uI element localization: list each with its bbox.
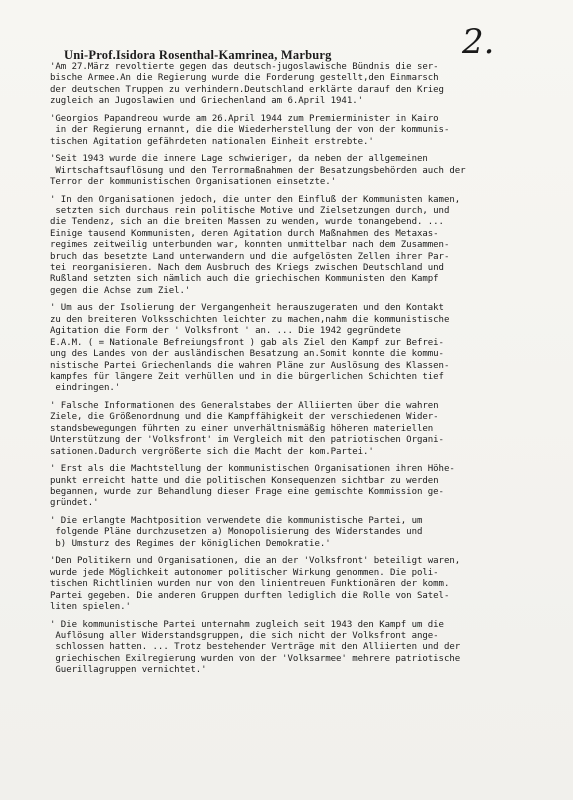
text-line: ' Die erlangte Machtposition verwendete die kommunistische Partei, um [50, 515, 423, 526]
text-line: 'Seit 1943 wurde die innere Lage schwieriger, da neben der allgemeinen [50, 154, 428, 165]
document-body [50, 62, 550, 683]
page-number: 2. [462, 22, 495, 62]
text-line: 'Georgios Papandreou wurde am 26.April 1944 zum Premierminister in Kairo [50, 113, 439, 124]
text-line: Einige tausend Kommunisten, deren Agitation durch Maßnahmen des Metaxas- [50, 228, 439, 239]
text-line: ' Erst als die Machtstellung der kommunistischen Organisationen ihren Höhe- [50, 464, 455, 475]
text-line: b) Umsturz des Regimes der königlichen Demokratie.' [50, 538, 331, 549]
text-line: Wirtschaftsauflösung und den Terrormaßnahmen der Besatzungsbehörden auch der [50, 165, 466, 176]
text-line: Terror der kommunistischen Organisationen einsetzte.' [50, 177, 337, 188]
text-line: ' In den Organisationen jedoch, die unter den Einfluß der Kommunisten kamen, [50, 194, 461, 205]
text-line: ' Um aus der Isolierung der Vergangenheit herauszugeraten und den Kontakt [50, 303, 444, 314]
text-line: der deutschen Truppen zu verhindern.Deutschland erklärte darauf den Krieg [50, 84, 444, 95]
text-line: setzten sich durchaus rein politische Motive und Zielsetzungen durch, und [50, 206, 450, 217]
text-line: kampfes für längere Zeit verhüllen und in die bürgerlichen Schichten tief [50, 371, 444, 382]
author-heading: Uni-Prof.Isidora Rosenthal-Kamrinea, Marburg [64, 48, 332, 62]
text-line: regimes zeitweilig unterbunden war, konnten unmittelbar nach dem Zusammen- [50, 240, 450, 251]
text-line: sationen.Dadurch vergrößerte sich die Macht der kom.Partei.' [50, 446, 374, 457]
quote-paragraph [50, 401, 550, 458]
text-line: ' Falsche Informationen des Generalstabes der Alliierten über die wahren [50, 400, 439, 411]
text-line: schlossen hatten. ... Trotz bestehender Verträge mit den Alliierten und der [50, 642, 461, 653]
text-line: standsbewegungen führten zu einer unverhältnismäßig höheren materiellen [50, 423, 434, 434]
text-line: 'Am 27.März revoltierte gegen das deutsch-jugoslawische Bündnis die ser- [50, 62, 439, 72]
text-line: gründet.' [50, 498, 99, 509]
text-line: in der Regierung ernannt, die die Wiederherstellung der von der kommunis- [50, 125, 450, 136]
text-line: Agitation die Form der ' Volksfront ' an. ... Die 1942 gegründete [50, 326, 401, 337]
text-line: Rußland setzten sich nämlich auch die griechischen Kommunisten den Kampf [50, 274, 439, 285]
quote-paragraph [50, 516, 550, 550]
text-line: zugleich an Jugoslawien und Griechenland am 6.April 1941.' [50, 96, 364, 107]
text-line: liten spielen.' [50, 601, 131, 612]
text-line: bruch das besetzte Land unterwandern und die aufgelösten Zellen ihrer Par- [50, 251, 450, 262]
text-line: griechischen Exilregierung wurden von der 'Volksarmee' mehrere patriotische [50, 653, 461, 664]
quote-paragraph [50, 620, 550, 677]
text-line: gegen die Achse zum Ziel.' [50, 285, 191, 296]
quote-paragraph [50, 62, 550, 108]
text-line: Auflösung aller Widerstandsgruppen, die sich nicht der Volksfront ange- [50, 630, 439, 641]
text-line: bische Armee.An die Regierung wurde die Forderung gestellt,den Einmarsch [50, 73, 439, 84]
text-line: tischen Agitation gefährdeten nationalen Einheit erstrebte.' [50, 136, 374, 147]
quote-paragraph [50, 464, 550, 510]
quote-paragraph [50, 556, 550, 613]
text-line: punkt erreicht hatte und die politischen Konsequenzen sichtbar zu werden [50, 475, 439, 486]
text-line: ung des Landes von der ausländischen Besatzung an.Somit konnte die kommu- [50, 349, 444, 360]
text-line: ' Die kommunistische Partei unternahm zugleich seit 1943 den Kampf um die [50, 619, 444, 630]
text-line: zu den breiteren Volksschichten leichter zu machen,nahm die kommunistische [50, 314, 450, 325]
quote-paragraph [50, 114, 550, 148]
text-line: nistische Partei Griechenlands die wahren Pläne zur Auslösung des Klassen- [50, 360, 450, 371]
text-line: die Tendenz, sich an die breiten Massen zu wenden, wurde tonangebend. ... [50, 217, 444, 228]
text-line: wurde jede Möglichkeit autonomer politischer Wirkung genommen. Die poli- [50, 567, 439, 578]
text-line: begannen, wurde zur Behandlung dieser Frage eine gemischte Kommission ge- [50, 486, 444, 497]
text-line: Guerillagruppen vernichtet.' [50, 665, 207, 676]
quote-paragraph [50, 195, 550, 298]
text-line: folgende Pläne durchzusetzen a) Monopolisierung des Widerstandes und [50, 527, 423, 538]
text-line: Ziele, die Größenordnung und die Kampffähigkeit der verschiedenen Wider- [50, 412, 439, 423]
text-line: Unterstützung der 'Volksfront' im Vergleich mit den patriotischen Organi- [50, 435, 444, 446]
text-line: E.A.M. ( = Nationale Befreiungsfront ) gab als Ziel den Kampf zur Befrei- [50, 337, 444, 348]
text-line: tischen Richtlinien wurden nur von den linientreuen Funktionären der komm. [50, 579, 450, 590]
text-line: Partei gegeben. Die anderen Gruppen durften lediglich die Rolle von Satel- [50, 590, 450, 601]
quote-paragraph [50, 154, 550, 188]
text-line: 'Den Politikern und Organisationen, die an der 'Volksfront' beteiligt waren, [50, 556, 461, 567]
text-line: tei reorganisieren. Nach dem Ausbruch des Kriegs zwischen Deutschland und [50, 263, 444, 274]
text-line: eindringen.' [50, 383, 121, 394]
quote-paragraph [50, 303, 550, 394]
